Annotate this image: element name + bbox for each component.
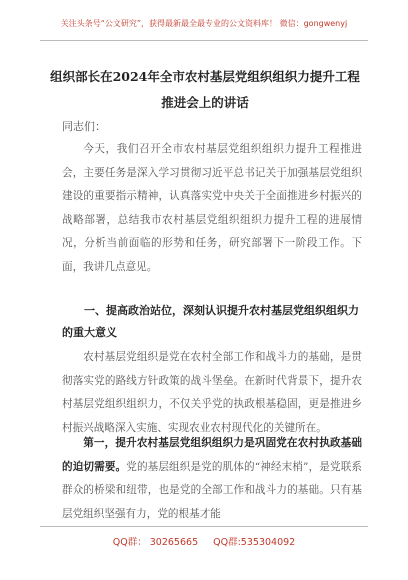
promo-banner: 关注头条号“公文研究”，获得最新最全最专业的公文资料库！ 微信：gongwenyj — [60, 19, 348, 28]
document-title: 组织部长在2024年全市农村基层党组织组织力提升工程推进会上的讲话 — [50, 69, 360, 110]
qq-group-2: QQ群:535304092 — [213, 537, 296, 548]
header-divider — [40, 40, 368, 41]
footer-divider — [40, 526, 368, 527]
paragraph-section-1: 农村基层党组织是党在农村全部工作和战斗力的基础，是贯彻落实党的路线方针政策的战斗堡垒。在新时代背景下，提升农村基层党组织组织力，不仅关乎党的执政根基稳固，更是推进乡村振兴战略深入实施、实现农业农村现代化的关键所在。 — [62, 351, 362, 434]
qq-group-1: QQ群： 30265665 — [112, 537, 199, 548]
salutation: 同志们： — [62, 120, 106, 133]
paragraph-point-1 — [62, 432, 362, 526]
point-1-lead: 第一，提升农村基层党组织组织力是巩固党在农村执政基础的迫切需要。 — [62, 437, 362, 473]
paragraph-intro: 今天，我们召开全市农村基层党组织组织力提升工程推进会，主要任务是深入学习贯彻习近平总书记关于加强基层党组织建设的重要指示精神，认真落实党中央关于全面推进乡村振兴的战略部署，总结我市农村基层党组织组织力提升工程的进展情况，分析当前面临的形势和任务，研究部署下一阶段工作。下面，我讲几点意见。 — [62, 143, 362, 273]
point-1-body: 党的基层组织是党的肌体的“神经末梢”，是党联系群众的桥梁和纽带，也是党的全部工作和战斗力的基础。只有基层党组织坚强有力，党的根基才能 — [62, 460, 362, 520]
section-heading-1: 一、提高政治站位，深刻认识提升农村基层党组织组织力的重大意义 — [62, 304, 359, 339]
footer-contact — [0, 534, 408, 548]
